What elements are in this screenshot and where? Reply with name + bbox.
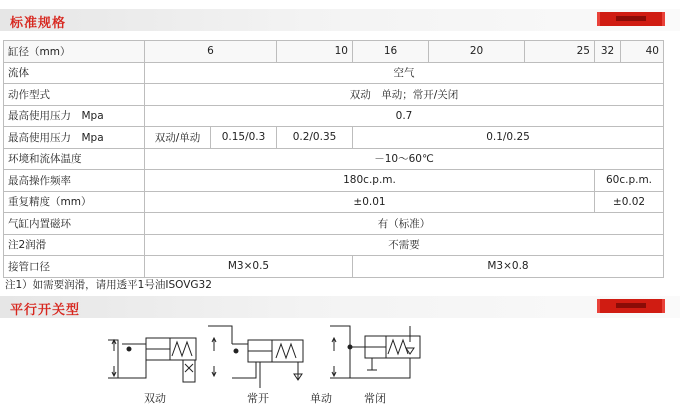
- row-label: 重复精度（mm）: [4, 191, 145, 213]
- row-value: 0.2/0.35: [277, 127, 353, 149]
- row-value: ±0.01: [145, 191, 595, 213]
- pneumatic-symbols: [0, 318, 680, 390]
- row-label: 最高使用压力 Mpa: [4, 127, 145, 149]
- double-action-symbol: [108, 338, 196, 382]
- label-double-action: 双动: [144, 392, 166, 405]
- normally-closed-symbol: [330, 326, 420, 378]
- bore-cell: 32: [595, 41, 621, 63]
- section-title: 标准规格: [10, 16, 67, 31]
- table-row-max-pressure-split: [4, 127, 664, 149]
- row-label: 注2润滑: [4, 234, 145, 256]
- table-row-frequency: [4, 170, 664, 192]
- connection-dot: [348, 345, 352, 349]
- table-row-magnet: [4, 213, 664, 235]
- bore-cell: 6: [145, 41, 277, 63]
- row-value: 60c.p.m.: [595, 170, 664, 192]
- table-row-action: [4, 84, 664, 106]
- row-sublabel: 双动/单动: [145, 127, 211, 149]
- row-value: 有（标准）: [145, 213, 664, 235]
- row-value: 0.7: [145, 105, 664, 127]
- table-row-accuracy: [4, 191, 664, 213]
- bore-cell: 16: [353, 41, 429, 63]
- bore-cell: 10: [277, 41, 353, 63]
- table-row-port: [4, 256, 664, 278]
- connection-dot: [234, 349, 238, 353]
- spec-table: [3, 40, 664, 278]
- row-label: 流体: [4, 62, 145, 84]
- section-header-standard-spec: [0, 9, 680, 31]
- row-value: 0.1/0.25: [353, 127, 664, 149]
- table-row-lubrication: [4, 234, 664, 256]
- bore-cell: 20: [429, 41, 525, 63]
- row-label: 最高使用压力 Mpa: [4, 105, 145, 127]
- row-value: M3×0.8: [353, 256, 664, 278]
- bore-cell: 25: [525, 41, 595, 63]
- row-value: 180c.p.m.: [145, 170, 595, 192]
- row-value: 不需要: [145, 234, 664, 256]
- row-label: 动作型式: [4, 84, 145, 106]
- row-label: 气缸内置磁环: [4, 213, 145, 235]
- label-normally-closed: 常闭: [364, 392, 386, 405]
- table-row-max-pressure: [4, 105, 664, 127]
- row-value: 空气: [145, 62, 664, 84]
- row-label: 接管口径: [4, 256, 145, 278]
- table-row-fluid: [4, 62, 664, 84]
- bore-label: 缸径（mm）: [4, 41, 145, 63]
- label-normally-open: 常开: [247, 392, 269, 405]
- label-single-action: 单动: [310, 392, 332, 405]
- normally-open-symbol: [208, 326, 303, 388]
- bore-cell: 40: [621, 41, 664, 63]
- row-value: M3×0.5: [145, 256, 353, 278]
- row-value: 双动 单动；常开/关闭: [145, 84, 664, 106]
- table-row-bore: [4, 41, 664, 63]
- row-label: 最高操作频率: [4, 170, 145, 192]
- section-tag-decoration: [597, 12, 665, 26]
- table-row-temperature: [4, 148, 664, 170]
- row-value: ±0.02: [595, 191, 664, 213]
- section-tag-decoration: [597, 299, 665, 313]
- connection-dot: [127, 347, 131, 351]
- row-value: 0.15/0.3: [211, 127, 277, 149]
- section-title: 平行开关型: [10, 303, 81, 318]
- footnote: 注1）如需要润滑，请用透平1号油ISOVG32: [5, 279, 212, 291]
- row-label: 环境和流体温度: [4, 148, 145, 170]
- row-value: －10～60℃: [145, 148, 664, 170]
- section-header-parallel-switch: [0, 296, 680, 318]
